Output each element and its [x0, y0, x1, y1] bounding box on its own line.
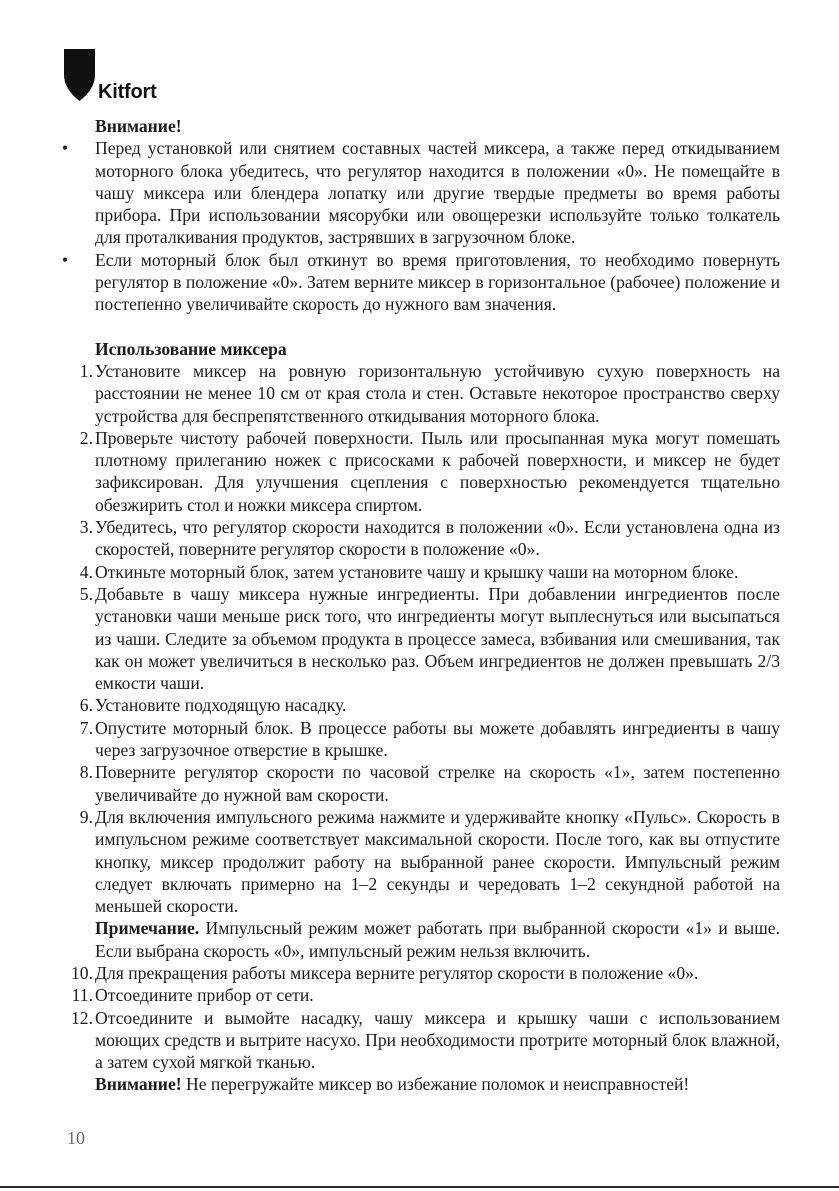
step-number: 10.: [71, 962, 93, 983]
step-number: 8.: [79, 762, 93, 783]
usage-step: [0, 962, 839, 984]
step-number: 6.: [79, 695, 93, 716]
final-warning-text: Не перегружайте миксер во избежание поломок и неисправностей!: [181, 1074, 690, 1095]
section-spacer: [0, 316, 839, 338]
usage-step: [0, 1007, 839, 1074]
bullet-marker: •: [62, 249, 69, 270]
step-text: Поверните регулятор скорости по часовой стрелке на скорость «1», затем постепенно увеличивайте до нужной вам скорости.: [95, 762, 780, 805]
kitfort-logo-icon: [64, 49, 95, 101]
final-warning: [0, 1073, 839, 1095]
final-warning-label: Внимание!: [95, 1074, 182, 1095]
usage-step: [0, 583, 839, 694]
usage-step: [0, 984, 839, 1006]
step-text: Отсоедините и вымойте насадку, чашу миксера и крышку чаши с использованием моющих средств и вытрите насухо. При необходимости протрите моторный блок влажной, а затем сухой мягкой тканью.: [95, 1007, 780, 1073]
step-text: Отсоедините прибор от сети.: [95, 985, 314, 1006]
step-text: Убедитесь, что регулятор скорости находится в положении «0». Если установлена одна из скоростей, поверните регулятор скорости в положение «0».: [95, 517, 780, 560]
step-text: Откиньте моторный блок, затем установите чашу и крышку чаши на моторном блоке.: [95, 561, 739, 582]
warning-bullet: [0, 137, 839, 248]
usage-step: [0, 761, 839, 806]
step-number: 1.: [79, 360, 93, 381]
usage-step: [0, 561, 839, 583]
usage-step: [0, 427, 839, 516]
step-text: Опустите моторный блок. В процессе работы вы можете добавлять ингредиенты в чашу через загрузочное отверстие в крышке.: [95, 717, 780, 761]
bottom-divider: [0, 1186, 839, 1188]
usage-step: [0, 360, 839, 427]
usage-step: [0, 694, 839, 716]
step-text: Для прекращения работы миксера верните регулятор скорости в положение «0».: [95, 962, 699, 983]
warning-bullet: [0, 249, 839, 316]
step-number: 3.: [79, 517, 93, 538]
usage-step: [0, 516, 839, 561]
note-label: Примечание.: [95, 918, 200, 939]
usage-step: [0, 717, 839, 762]
step-number: 5.: [79, 583, 93, 604]
step-number: 12.: [71, 1007, 93, 1028]
step-text: Для включения импульсного режима нажмите и удерживайте кнопку «Пульс». Скорость в импульсном режиме соответствует максимальной скорости. После того, как вы отпустите кнопку, миксер продолжит работу на выбранной ранее скорости. Импульсный режим следует включать примерно на 1–2 секунды и чередовать 1–2 секундной работой на меньшей скорости.: [95, 806, 780, 917]
step-number: 11.: [71, 985, 93, 1006]
step-text: Установите подходящую насадку.: [95, 695, 347, 716]
step-number: 7.: [79, 717, 93, 738]
step-text: Проверьте чистоту рабочей поверхности. Пыль или просыпанная мука могут помешать плотному прилеганию ножек с присосками к рабочей поверхности, и миксер не будет зафиксирован. Для улучшения сцепления с поверхностью рекомендуется тщательно обезжирить стол и ножки миксера спиртом.: [95, 427, 780, 515]
brand-name: Kitfort: [98, 81, 157, 103]
bullet-marker: •: [62, 138, 69, 159]
step-text: Установите миксер на ровную горизонтальную устойчивую сухую поверхность на расстоянии не менее 10 см от края стола и стен. Оставьте некоторое пространство сверху устройства для беспрепятственного откидывания моторного блока.: [95, 360, 780, 426]
page-content: [0, 115, 839, 1096]
usage-heading: Использование миксера: [95, 338, 287, 359]
warning-bullet-text: Если моторный блок был откинут во время приготовления, то необходимо повернуть регулятор в положение «0». Затем верните миксер в горизонтальное (рабочее) положение и постепенно увеличивайте скорость до нужного вам значения.: [95, 249, 781, 315]
step-text: Добавьте в чашу миксера нужные ингредиенты. При добавлении ингредиентов после установки чаши меньше риск того, что ингредиенты могут выплеснуться или высыпаться из чаши. Следите за объемом продукта в процессе замеса, взбивания или смешивания, так как он может увеличиться в несколько раз. Объем ингредиентов не должен превышать 2/3 емкости чаши.: [95, 583, 780, 694]
step-number: 2.: [79, 427, 93, 448]
usage-step: [0, 806, 839, 917]
page-number: 10: [67, 1128, 85, 1148]
warning-bullet-text: Перед установкой или снятием составных частей миксера, а также перед откидыванием моторного блока убедитесь, что регулятор находится в положении «0». Не помещайте в чашу миксера или блендера лопатку или другие твердые предметы во время работы прибора. При использовании мясорубки или овощерезки используйте только толкатель для проталкивания продуктов, застрявших в загрузочном блоке.: [95, 138, 780, 248]
step-number: 4.: [79, 561, 93, 582]
pulse-mode-note: [0, 917, 839, 962]
step-number: 9.: [79, 806, 93, 827]
brand-logo: [64, 49, 157, 101]
note-text: Импульсный режим может работать при выбранной скорости «1» и выше. Если выбрана скорость «0», импульсный режим нельзя включить.: [95, 918, 780, 961]
warning-heading: Внимание!: [95, 116, 182, 136]
